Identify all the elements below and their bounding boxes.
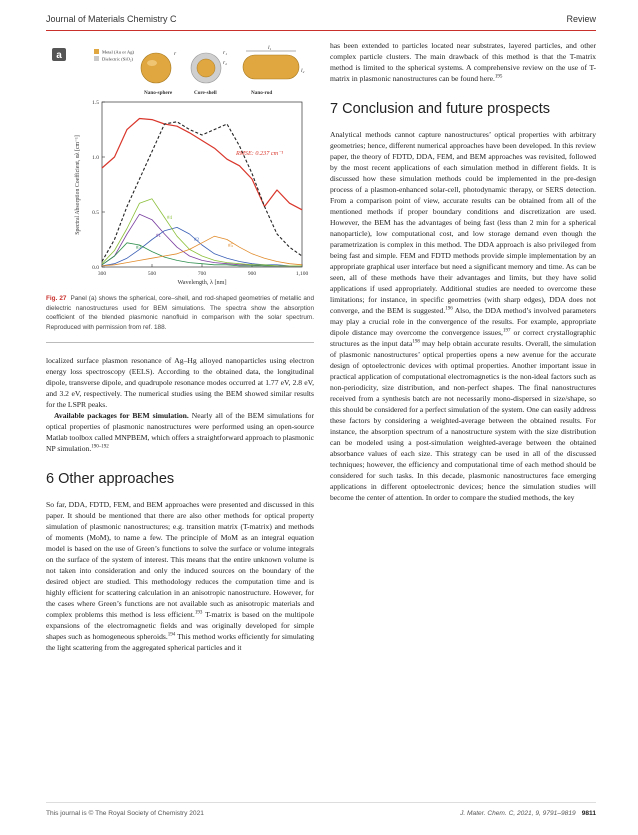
p3c: This method works efficiently for simulating the light scattering from the aggregated spherical particles and it [46,632,314,652]
absorption-chart [46,40,314,290]
y-axis-label: Spectral Absorption Coefficient, αλ [cm⁻¹] [75,135,81,235]
right-column [330,40,596,503]
dim-r2: r₂ [223,60,228,66]
runin-heading: Available packages for BEM simulation. [54,411,189,420]
paragraph-eels: localized surface plasmon resonance of Ag–Hg alloyed nanoparticles using electron energy loss spectroscopy (EELS). According to the obtained data, the longitudinal dipole, transverse dipole, and quadrupole resonance modes occurred at 1.77 eV, 2.8 eV, and 3.2 eV, respectively. The numerical studies using the BEM showed similar results for the LSPR peaks. [46,356,314,409]
rmse-label: RMSE: 0.237 cm⁻¹ [236,150,284,157]
core-icon [197,59,215,77]
label-coreshell: Core-shell [194,90,217,96]
ref-195: 195 [494,74,503,80]
peak-3: #3 [136,246,141,251]
dim-r: r [174,51,177,57]
figure-caption [46,294,314,332]
paragraph-other-approaches [46,499,314,653]
paragraph-conclusion [330,129,596,503]
legend-dielectric: Dielectric (SiO₂) [102,56,134,62]
p3a: So far, DDA, FDTD, FEM, and BEM approaches were presented and discussed in this paper. It should be mentioned that there are also other methods for optical property simulation of plasmonic nanostructures; e.g. transition matrix (T-matrix) and methods of moments (MoM), to name a few. The principle of MoM as an integral equation model is based on the use of Green’s functions to solve the surface or volume integrals on the surface of the system of interest. This means that the entire unknown volume is not taken into consideration and only the induced sources on the boundary of the desired object are studied. This methodology reduces the computation time and is highly efficient for scattering calculation in an anisotropic nanostructure. However, for the cases where Green’s functions are not available such as anisotropic materials and complex problems this method is less efficient. [46,500,314,619]
p3b: T-matrix is based on the multipole expansions of the electromagnetic fields and was originally developed for simple shapes such as homogeneous spheroids. [46,610,314,641]
paragraph-tmatrix [330,40,596,84]
metal-swatch [94,49,99,54]
ref-196: 196 [445,306,453,312]
nanorod-icon [243,55,299,79]
peak-2: #2 [194,238,199,243]
paragraph-bem-packages [46,410,314,454]
p2c: or correct crystallographic structures as the input data [330,328,597,348]
peak-5: #5 [228,244,233,249]
figure-27 [46,40,314,290]
legend-metal: Metal (Au or Ag) [102,49,135,55]
x-tick-label: 900 [247,271,257,277]
x-tick-label: 700 [197,271,207,277]
dim-r1: r₁ [223,50,228,56]
peak-4: #4 [167,216,172,221]
header-rule [46,30,596,31]
y-tick-label: 1.5 [92,100,99,106]
footer-rule [46,802,596,803]
citation-text: J. Mater. Chem. C, 2021, 9, 9791–9819 [460,810,576,817]
journal-title: Journal of Materials Chemistry C [46,14,177,24]
section-7-heading: 7 Conclusion and future prospects [330,101,551,117]
paragraph-bem-text: Nearly all of the BEM simulations for optical properties of plasmonic nanostructures were performed using an open-source Matlab toolbox called MNPBEM, which offers a straightforward approach to plasmonic NP simulation. [46,411,314,453]
label-nanorod: Nano-rod [251,90,273,96]
section-6-heading: 6 Other approaches [46,471,175,487]
page-number: 9811 [581,810,596,817]
x-tick-label: 1,100 [295,271,309,277]
y-tick-label: 1.0 [92,155,99,161]
p2d: may help obtain accurate results. Overall, the simulation of plasmonic nanostructures’ optical properties opens a new avenue for the accurate design of optoelectronic devices with optimal properties. Another important issue in practical application of computational electromagnetics is the non-ideal factors such as non-periodicity, size distribution, and non-perfect shapes. The final nanostructures received from a synthesis batch are not necessarily mono-dispersed in size/shape, so this should be considered for a perfect simulation of the system. One can easily address these factors by considering a weighted-average between the obtained results. For instance, the absorption spectrum of a nanostructure system with the size distribution can be modeled using a post-simulation weighted-average between the obtained absorbance values of each size. This strategy can be used in all of the discussed techniques; however, the efficiency and computational time of each method should be considered for such tasks. In this decade, plasmonic nanostructures face emerging applications in different optoelectronic devices; hence the simulation studies will become the center of attention. In order to compare the studied methods, the key [330,339,596,502]
left-column [46,40,314,653]
ref-190-192: 190–192 [91,444,109,450]
x-tick-label: 300 [97,271,107,277]
footer-copyright: This journal is © The Royal Society of Chemistry 2021 [46,810,204,817]
x-tick-label: 500 [147,271,157,277]
nanosphere-icon [141,53,171,83]
caption-text: Panel (a) shows the spherical, core–shell, and rod-shaped geometries of metallic and dielectric nanostructures used for BEM simulations. The spectra show the absorption coefficient of the blended plasmonic nanofluid in comparison with the solar spectrum. Reproduced with permission from ref. 188. [46,295,314,331]
p2b: Also, the DDA method’s involved parameters may play a crucial role in the convergence of the results. For example, appropriate dipole distance may overcome the convergence issues, [330,306,596,337]
y-tick-label: 0.5 [92,210,99,216]
dim-l2: l₂ [301,68,305,74]
ref-197: 197 [502,328,511,334]
ref-193: 193 [194,610,203,616]
p1: has been extended to particles located near substrates, layered particles, and other complex particle clusters. The main drawback of this method is that the T-matrix method is limited to the spherical systems. A comprehensive review on the use of T-matrix in plasmonic nanostructures can be found here. [330,41,596,83]
peak-1: #1 [156,234,161,239]
footer-citation [460,810,596,817]
y-tick-label: 0.0 [92,265,99,271]
ref-194: 194 [167,632,176,638]
x-axis-label: Wavelength, λ [nm] [177,279,227,286]
section-label: Review [566,14,596,24]
label-nanosphere: Nano-sphere [144,90,173,96]
caption-label: Fig. 27 [46,295,67,302]
figure-rule [46,342,314,343]
dielectric-swatch [94,56,99,61]
sphere-highlight [147,60,157,66]
panel-label: a [56,50,62,61]
ref-198: 198 [412,339,420,345]
p2a: Analytical methods cannot capture nanostructures’ optical properties with arbitrary geometries; hence, different numerical approaches have been developed. In this review paper, the theory of FDTD, DDA, FEM, and BEM approaches was revisited, followed by the most recent applications of each simulation method in different fields. It is discussed how these simulation methods could be implemented in the pre-design process of a plasmon-enhanced solar-cell, photodynamic therapy, or SERS detection. From a comparison point of view, accurate results can be obtained from all of the mentioned methods if proper boundary conditions and discretization are used. However, the BEM has the advantages of being fast (less than 2 min for a spherical nanoparticle), low computational cost, and low storage demand even though the parametrization is complex in this method. The DDA approach is also privileged from being fast and simple. FEM and FDTD methods provide simple implementation by an appropriate graphical user interface but need a significant memory and time. As can be seen, all of these methods have their advantages and limits, but they have solid applications if used appropriately. Additional studies are needed to overcome these limitations; for instance, in specific geometries (with sharp edges), DDA does not converge, and the BEM is suggested. [330,130,596,315]
dim-l1: l₁ [268,45,272,51]
